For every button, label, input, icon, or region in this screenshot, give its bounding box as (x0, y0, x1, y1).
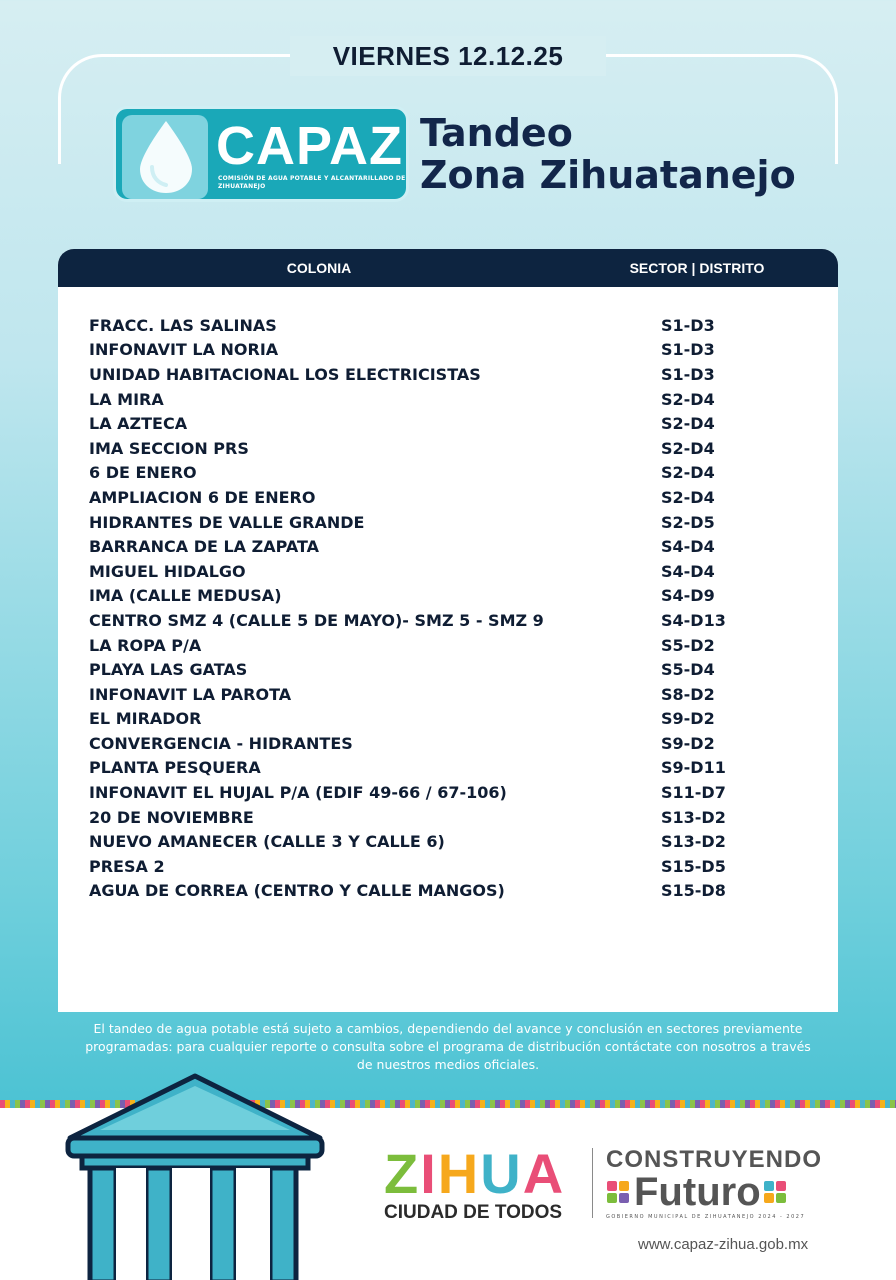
table-row (89, 411, 809, 436)
brand-name: CAPAZ (216, 116, 403, 176)
website-url[interactable]: www.capaz-zihua.gob.mx (638, 1236, 809, 1253)
brand-subtitle: COMISIÓN DE AGUA POTABLE Y ALCANTARILLADO DE ZIHUATANEJO (218, 175, 406, 190)
title-line-1: Tandeo (420, 111, 573, 155)
zihua-wordmark (384, 1142, 566, 1205)
date-label: VIERNES 12.12.25 (332, 40, 564, 71)
sector-cell: S1-D3 (661, 315, 715, 335)
futuro-row (606, 1172, 822, 1212)
sector-cell: S4-D4 (661, 537, 715, 557)
sector-cell: S4-D4 (661, 561, 715, 581)
sector-cell: S13-D2 (661, 807, 726, 827)
construyendo-label: CONSTRUYENDO (606, 1146, 823, 1173)
column-header-sector: SECTOR | DISTRITO (629, 260, 765, 276)
sector-cell: S2-D4 (661, 487, 715, 507)
sector-cell: S2-D5 (661, 512, 715, 532)
date-banner (290, 36, 606, 76)
schedule-table (58, 249, 838, 1012)
sector-cell: S15-D8 (661, 881, 726, 901)
table-row (89, 780, 809, 805)
colonia-cell: INFONAVIT EL HUJAL P/A (EDIF 49-66 / 67-106) (89, 783, 507, 803)
colonia-cell: EL MIRADOR (89, 709, 202, 729)
ciudad-de-todos: CIUDAD DE TODOS (384, 1202, 563, 1223)
colonia-cell: AGUA DE CORREA (CENTRO Y CALLE MANGOS) (89, 881, 505, 901)
table-row (89, 387, 809, 412)
color-squares-icon (606, 1180, 634, 1204)
table-row (89, 485, 809, 510)
colonia-cell: IMA (CALLE MEDUSA) (89, 586, 282, 606)
table-row (89, 559, 809, 584)
colonia-cell: CONVERGENCIA - HIDRANTES (89, 733, 353, 753)
table-row (89, 534, 809, 559)
colonia-cell: MIGUEL HIDALGO (89, 561, 246, 581)
zihua-letter: A (522, 1142, 566, 1205)
colonia-cell: NUEVO AMANECER (CALLE 3 Y CALLE 6) (89, 832, 445, 852)
colonia-cell: BARRANCA DE LA ZAPATA (89, 537, 320, 557)
colonia-cell: PRESA 2 (89, 856, 165, 876)
sector-cell: S15-D5 (661, 856, 726, 876)
table-row (89, 338, 809, 363)
sector-cell: S4-D13 (661, 610, 726, 630)
colonia-cell: LA AZTECA (89, 414, 188, 434)
table-body (89, 313, 809, 903)
sector-cell: S1-D3 (661, 364, 715, 384)
colonia-cell: INFONAVIT LA PAROTA (89, 684, 292, 704)
sector-cell: S9-D11 (661, 758, 726, 778)
colonia-cell: INFONAVIT LA NORIA (89, 340, 279, 360)
zihua-logo (384, 1142, 566, 1224)
colonia-cell: LA MIRA (89, 389, 164, 409)
table-row (89, 461, 809, 486)
page-title (420, 112, 796, 196)
colonia-cell: 6 DE ENERO (89, 463, 197, 483)
zihua-letter: H (437, 1142, 481, 1205)
sector-cell: S2-D4 (661, 414, 715, 434)
table-row (89, 707, 809, 732)
column-header-colonia: COLONIA (286, 260, 352, 276)
sector-cell: S9-D2 (661, 733, 715, 753)
table-row (89, 731, 809, 756)
disclaimer-text: El tandeo de agua potable está sujeto a cambios, dependiendo del avance y conclusión en sectores previamente programadas: para cualquier reporte o consulta sobre el programa de distribución contáctate con nosotros a través de nuestros medios oficiales. (85, 1021, 811, 1072)
table-row (89, 584, 809, 609)
sector-cell: S11-D7 (661, 783, 726, 803)
sector-cell: S2-D4 (661, 438, 715, 458)
colonia-cell: AMPLIACION 6 DE ENERO (89, 487, 316, 507)
table-row (89, 829, 809, 854)
sector-cell: S5-D4 (661, 660, 715, 680)
colonia-cell: CENTRO SMZ 4 (CALLE 5 DE MAYO)- SMZ 5 - SMZ 9 (89, 610, 544, 630)
sector-cell: S9-D2 (661, 709, 715, 729)
colonia-cell: PLAYA LAS GATAS (89, 660, 248, 680)
color-squares-icon (763, 1180, 791, 1204)
table-row (89, 682, 809, 707)
zihua-letter: U (480, 1142, 523, 1205)
colonia-cell: 20 DE NOVIEMBRE (89, 807, 254, 827)
table-row (89, 436, 809, 461)
sector-cell: S4-D9 (661, 586, 715, 606)
sector-cell: S2-D4 (661, 463, 715, 483)
building-icon (60, 1072, 330, 1280)
sector-cell: S5-D2 (661, 635, 715, 655)
table-row (89, 805, 809, 830)
table-row (89, 510, 809, 535)
futuro-label: Futuro (634, 1170, 761, 1214)
gobierno-label: GOBIERNO MUNICIPAL DE ZIHUATANEJO 2024 - 2027 (606, 1214, 806, 1220)
table-row (89, 362, 809, 387)
sector-cell: S8-D2 (661, 684, 715, 704)
table-row (89, 879, 809, 904)
table-header (58, 249, 838, 287)
table-row (89, 756, 809, 781)
sector-cell: S1-D3 (661, 340, 715, 360)
colonia-cell: IMA SECCION PRS (89, 438, 249, 458)
sector-cell: S13-D2 (661, 832, 726, 852)
construyendo-futuro-logo (606, 1146, 822, 1220)
footer (0, 1108, 896, 1280)
sector-cell: S2-D4 (661, 389, 715, 409)
colonia-cell: PLANTA PESQUERA (89, 758, 261, 778)
zihua-letter: Z (384, 1142, 421, 1205)
colonia-cell: UNIDAD HABITACIONAL LOS ELECTRICISTAS (89, 364, 481, 384)
water-drop-icon (136, 119, 196, 195)
table-row (89, 608, 809, 633)
table-row (89, 854, 809, 879)
colonia-cell: FRACC. LAS SALINAS (89, 315, 277, 335)
title-line-2: Zona Zihuatanejo (420, 153, 796, 197)
zihua-letter: I (420, 1142, 438, 1205)
capaz-logo (113, 106, 409, 202)
table-row (89, 633, 809, 658)
colonia-cell: LA ROPA P/A (89, 635, 202, 655)
colonia-cell: HIDRANTES DE VALLE GRANDE (89, 512, 365, 532)
logo-divider (592, 1148, 593, 1218)
table-row (89, 657, 809, 682)
table-row (89, 313, 809, 338)
